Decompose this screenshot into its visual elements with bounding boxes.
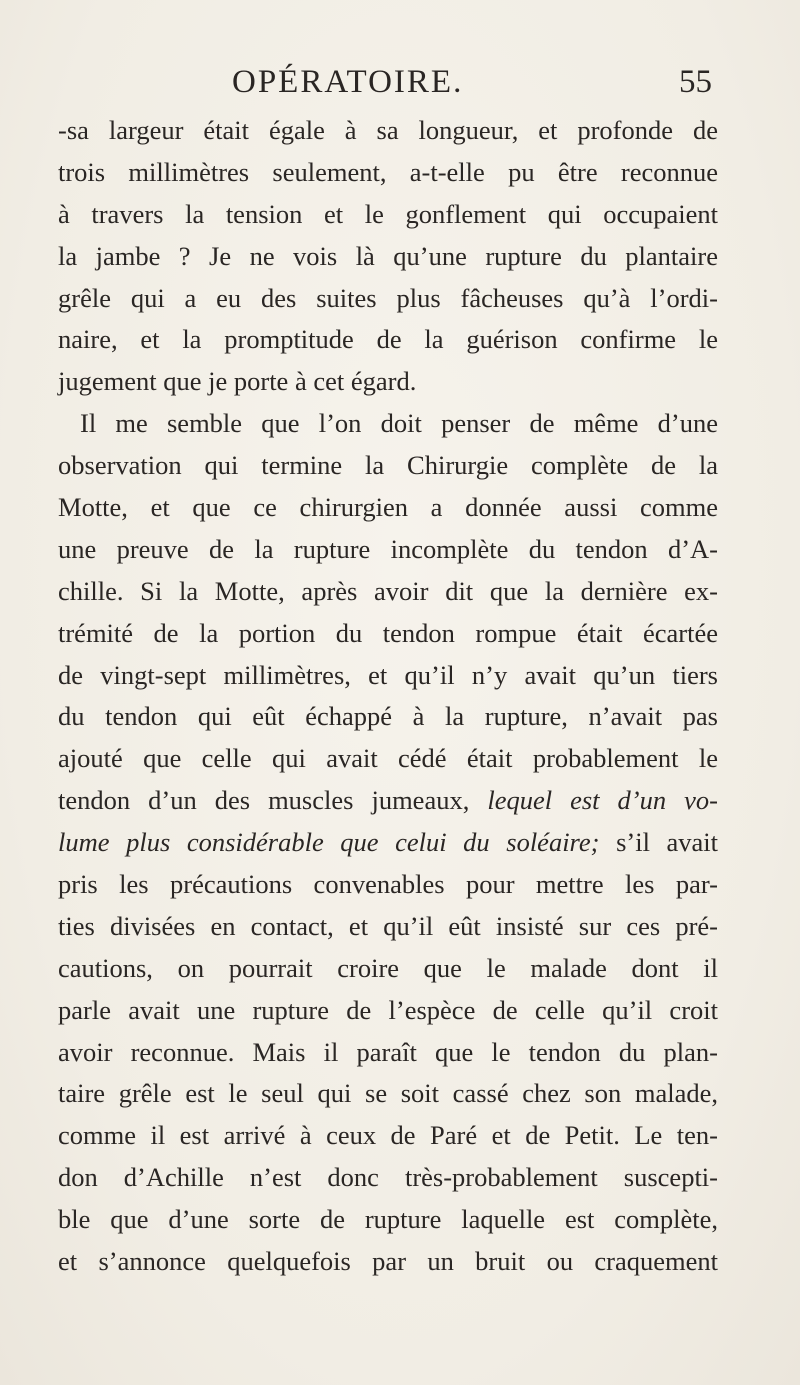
text-line: une preuve de la rupture incomplète du tendon d’A- [58,533,718,564]
text-line: grêle qui a eu des suites plus fâcheuses qu’à l’ordi- [58,282,718,313]
text-line: la jambe ? Je ne vois là qu’une rupture du plantaire [58,240,718,271]
text-line: cautions, on pourrait croire que le malade dont il [58,952,718,983]
text-line: Motte, et que ce chirurgien a donnée aussi comme [58,492,718,523]
text-segment: tendon d’un des muscles jumeaux, [58,785,470,816]
text-line: don d’Achille n’est donc très-probablement suscepti- [58,1162,718,1193]
text-line: du tendon qui eût échappé à la rupture, n’avait pas [58,701,718,732]
text-line: parle avait une rupture de l’espèce de celle qu’il croit [58,994,718,1025]
text-line: ajouté que celle qui avait cédé était probablement le [58,743,718,774]
text-segment: s’il avait [616,827,718,858]
text-line: pris les précautions convenables pour mettre les par- [58,869,718,900]
text-line: trois millimètres seulement, a-t-elle pu être reconnue [58,156,718,187]
text-line: naire, et la promptitude de la guérison confirme le [58,324,718,355]
text-line: chille. Si la Motte, après avoir dit que la dernière ex- [58,575,718,606]
page-number: 55 [679,64,712,100]
text-line: et s’annonce quelquefois par un bruit ou craquement [58,1246,718,1277]
text-line: Il me semble que l’on doit penser de même d’une [80,408,718,439]
text-line: observation qui termine la Chirurgie complète de la [58,450,718,481]
italic-segment: lume plus considérable que celui du soléaire; [58,827,600,858]
text-line-mixed [58,780,718,822]
text-line: taire grêle est le seul qui se soit cassé chez son malade, [58,1078,718,1109]
text-line: comme il est arrivé à ceux de Paré et de Petit. Le ten- [58,1120,718,1151]
text-line: ble que d’une sorte de rupture laquelle est complète, [58,1204,718,1235]
text-line: jugement que je porte à cet égard. [58,366,417,397]
italic-segment: lequel est d’un vo- [487,785,718,816]
text-line: ties divisées en contact, et qu’il eût insisté sur ces pré- [58,910,718,941]
running-title: OPÉRATOIRE. [232,64,464,100]
text-line: -sa largeur était égale à sa longueur, et profonde de [58,115,718,145]
running-head [0,62,800,102]
text-line: trémité de la portion du tendon rompue était écartée [58,617,718,648]
text-line: de vingt-sept millimètres, et qu’il n’y avait qu’un tiers [58,659,718,690]
text-line: avoir reconnue. Mais il paraît que le tendon du plan- [58,1036,718,1067]
text-line-mixed [58,822,718,864]
text-line: à travers la tension et le gonflement qui occupaient [58,198,718,229]
body-text [58,110,718,1283]
